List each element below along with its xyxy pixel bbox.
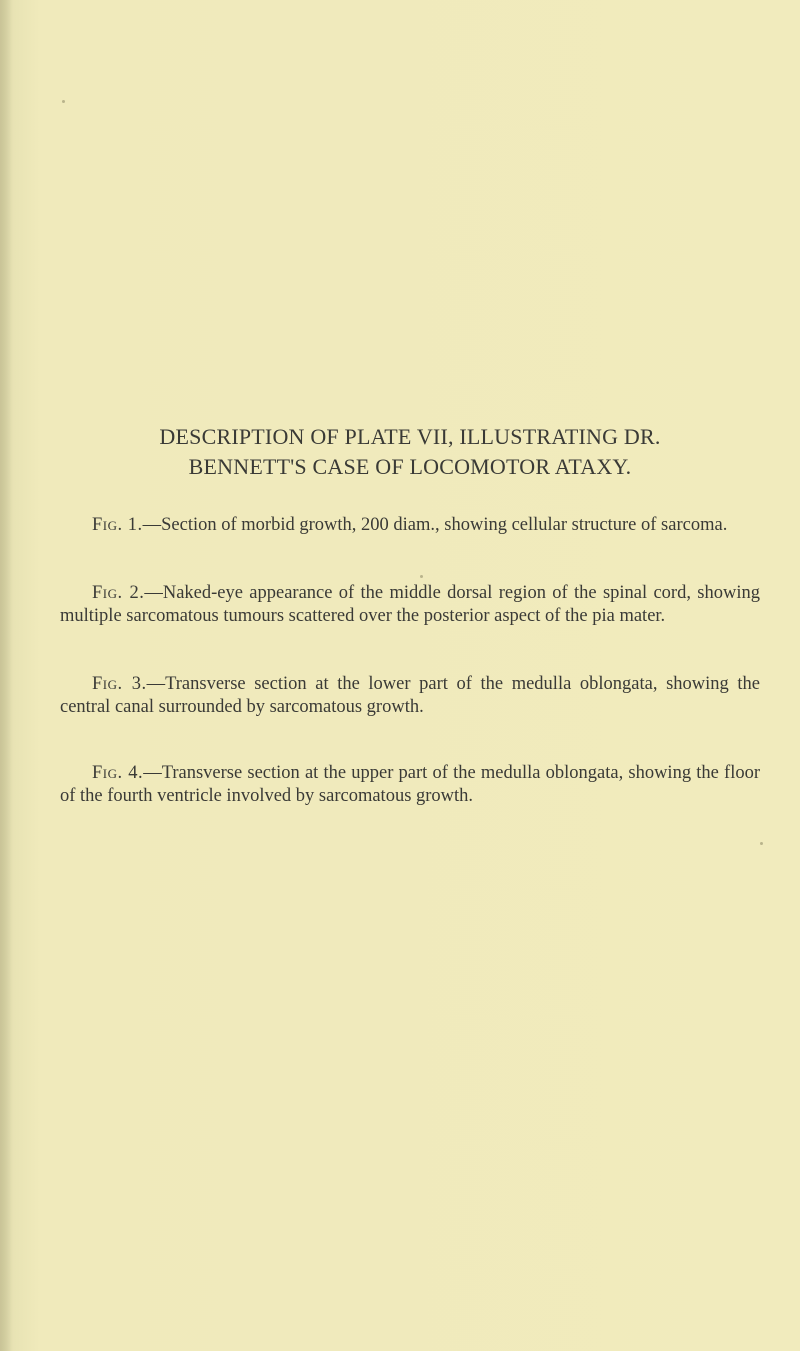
figure-4-description	[60, 762, 760, 808]
heading-line-1: DESCRIPTION OF PLATE VII, ILLUSTRATING DR.	[159, 424, 661, 449]
figure-4-text: —Transverse section at the upper part of the medulla oblongata, showing the floor of the fourth ventricle involved by sarcomatous growth.	[60, 763, 760, 806]
figure-1-text: —Section of morbid growth, 200 diam., showing cellular structure of sarcoma.	[142, 515, 728, 535]
paper-speck	[420, 575, 423, 578]
figure-4-label: Fig. 4.	[92, 763, 144, 783]
plate-heading	[60, 422, 760, 482]
figure-3-description	[60, 673, 760, 719]
figure-1-description	[60, 514, 760, 537]
heading-line-2: BENNETT'S CASE OF LOCOMOTOR ATAXY.	[188, 454, 632, 479]
figure-2-text: —Naked-eye appearance of the middle dorsal region of the spinal cord, showing multiple sarcomatous tumours scattered over the posterior aspect of the pia mater.	[60, 583, 760, 626]
figure-3-text: —Transverse section at the lower part of the medulla oblongata, showing the central canal surrounded by sarcomatous growth.	[60, 674, 760, 717]
figure-1-label: Fig. 1.	[92, 515, 143, 535]
figure-3-label: Fig. 3.	[92, 674, 147, 694]
paper-speck	[62, 100, 65, 103]
paper-speck	[760, 842, 763, 845]
binding-edge	[0, 0, 12, 1351]
figure-2-label: Fig. 2.	[92, 583, 145, 603]
figure-2-description	[60, 582, 760, 628]
